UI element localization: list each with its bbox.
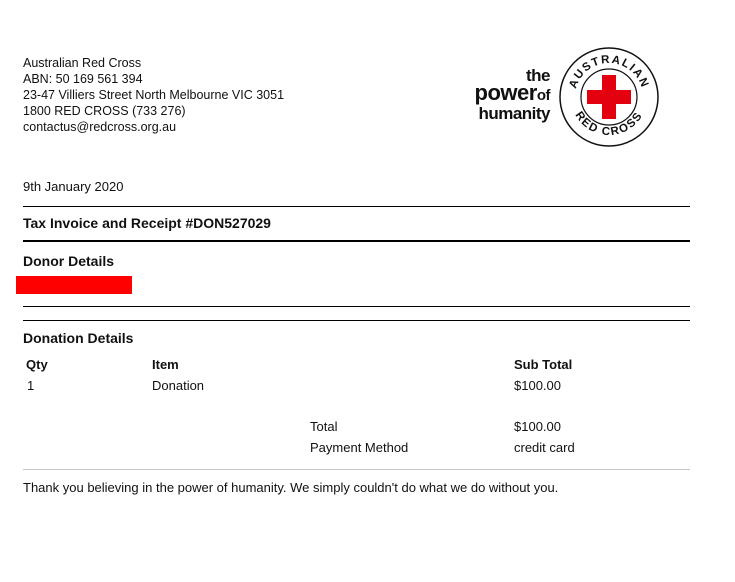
payment-method-value: credit card [514,440,575,455]
row-item: Donation [152,378,205,393]
col-header-item: Item [152,357,179,372]
row-qty: 1 [27,378,35,393]
total-value: $100.00 [514,419,561,434]
divider-bold [23,240,690,242]
col-header-subtotal: Sub Total [514,357,573,372]
tagline-of: of [536,87,550,104]
row-subtotal: $100.00 [514,378,561,393]
invoice-title: Tax Invoice and Receipt #DON527029 [23,215,271,231]
tagline-power: power [474,80,537,105]
donation-details-heading: Donation Details [23,330,134,346]
tagline-humanity: humanity [478,104,550,123]
tagline-the: the [526,66,550,85]
tagline-power-of [448,80,550,106]
red-cross-emblem-icon [558,46,660,148]
org-abn: ABN: 50 169 561 394 [23,72,143,86]
payment-method-label: Payment Method [310,440,409,455]
divider [23,206,690,207]
org-address: 23-47 Villiers Street North Melbourne VIC 3051 [23,88,285,102]
divider [23,306,690,307]
footer-message: Thank you believing in the power of humanity. We simply couldn't do what we do without you. [23,480,559,495]
emblem-bottom-text: RED CROSS [572,109,646,139]
total-label: Total [310,419,338,434]
org-email[interactable]: contactus@redcross.org.au [23,120,177,134]
logo-tagline [448,68,550,122]
donor-details-heading: Donor Details [23,253,115,269]
divider-light [23,469,690,470]
col-header-qty: Qty [26,357,48,372]
cross-horizontal [587,90,631,104]
donor-redaction [16,276,132,294]
emblem-top-text: AUSTRALIAN [567,53,651,91]
divider [23,320,690,321]
invoice-date: 9th January 2020 [23,179,124,194]
org-phone: 1800 RED CROSS (733 276) [23,104,186,118]
org-name: Australian Red Cross [23,56,142,70]
